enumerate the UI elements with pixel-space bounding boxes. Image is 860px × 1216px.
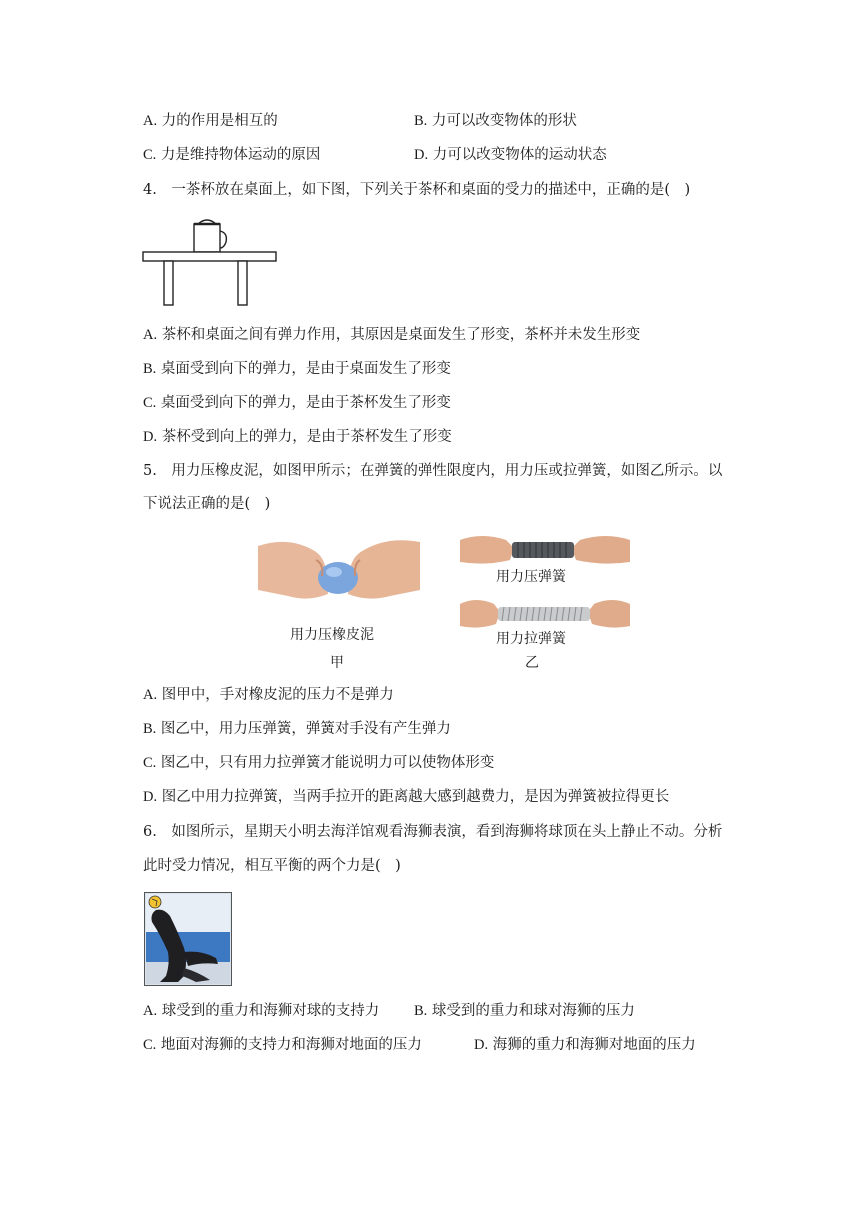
sea-lion-photo — [144, 892, 232, 986]
clay-press-photo — [258, 536, 420, 608]
q5-stem-line2: 下说法正确的是( ) — [143, 496, 271, 512]
q3-option-c: C. 力是维持物体运动的原因 — [143, 147, 321, 163]
caption-press-spring: 用力压弹簧 — [496, 569, 566, 585]
spring-pull-photo — [460, 596, 630, 632]
label-yi: 乙 — [525, 655, 539, 671]
q4-option-c: C. 桌面受到向下的弹力，是由于茶杯发生了形变 — [143, 395, 451, 411]
label-jia: 甲 — [330, 655, 344, 671]
q6-stem-line2: 此时受力情况，相互平衡的两个力是( ) — [143, 858, 401, 874]
q4-stem: 4. 一茶杯放在桌面上，如下图，下列关于茶杯和桌面的受力的描述中，正确的是( ) — [143, 182, 691, 198]
q5-option-c: C. 图乙中，只有用力拉弹簧才能说明力可以使物体形变 — [143, 755, 495, 771]
q3-option-a: A. 力的作用是相互的 — [143, 113, 278, 129]
ball-icon — [149, 896, 161, 908]
q6-option-c: C. 地面对海狮的支持力和海狮对地面的压力 — [143, 1037, 422, 1053]
table-leg-left — [164, 261, 173, 305]
q4-option-b: B. 桌面受到向下的弹力，是由于桌面发生了形变 — [143, 361, 451, 377]
q4-option-d: D. 茶杯受到向上的弹力，是由于茶杯发生了形变 — [143, 429, 452, 445]
teacup-icon — [194, 220, 226, 252]
q6-option-a: A. 球受到的重力和海狮对球的支持力 — [143, 1003, 380, 1019]
q5-option-a: A. 图甲中，手对橡皮泥的压力不是弹力 — [143, 687, 394, 703]
q3-option-d: D. 力可以改变物体的运动状态 — [414, 147, 607, 163]
q6-option-b: B. 球受到的重力和球对海狮的压力 — [414, 1003, 635, 1019]
q6-stem-line1: 6. 如图所示，星期天小明去海洋馆观看海狮表演，看到海狮将球顶在头上静止不动。分析 — [143, 824, 723, 840]
q5-option-d: D. 图乙中用力拉弹簧，当两手拉开的距离越大感到越费力，是因为弹簧被拉得更长 — [143, 789, 670, 805]
caption-clay: 用力压橡皮泥 — [290, 627, 374, 643]
q4-option-a: A. 茶杯和桌面之间有弹力作用，其原因是桌面发生了形变，茶杯并未发生形变 — [143, 327, 641, 343]
q5-stem-line1: 5. 用力压橡皮泥，如图甲所示；在弹簧的弹性限度内，用力压或拉弹簧，如图乙所示。以 — [143, 463, 723, 479]
q6-option-d: D. 海狮的重力和海狮对地面的压力 — [474, 1037, 696, 1053]
table-top — [143, 252, 276, 261]
q5-option-b: B. 图乙中，用力压弹簧，弹簧对手没有产生弹力 — [143, 721, 451, 737]
q3-option-b: B. 力可以改变物体的形状 — [414, 113, 577, 129]
spring-press-photo — [460, 532, 630, 568]
caption-pull-spring: 用力拉弹簧 — [496, 631, 566, 647]
table-cup-figure — [142, 218, 278, 308]
table-leg-right — [238, 261, 247, 305]
